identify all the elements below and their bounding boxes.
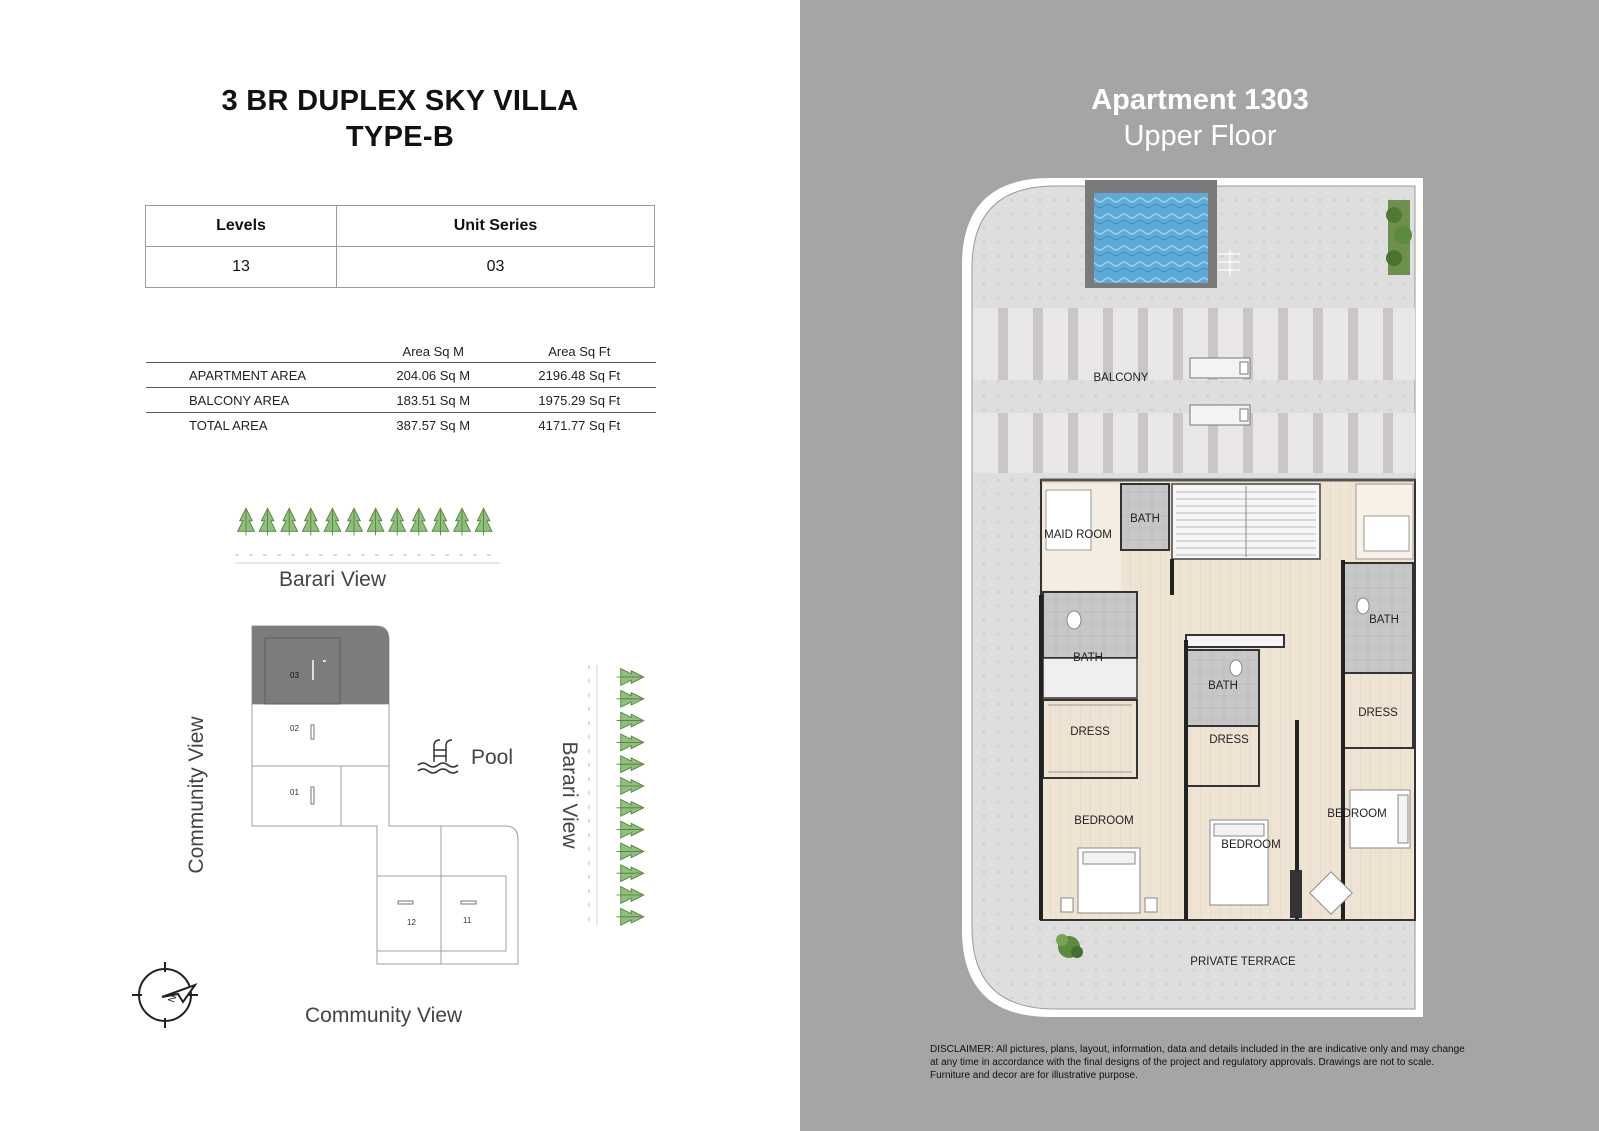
tree-icon: [617, 778, 644, 795]
apartment-subtitle: Upper Floor: [1123, 120, 1277, 152]
room-label: DRESS: [1209, 734, 1249, 746]
tree-icon: [617, 865, 644, 882]
room-label: BALCONY: [1093, 372, 1149, 384]
tree-icon: [410, 508, 427, 535]
row-label: BALCONY AREA: [146, 388, 364, 413]
tree-icon: [617, 908, 644, 925]
unit-label: 01: [290, 788, 299, 797]
area-table: [146, 340, 656, 437]
villa-type: TYPE-B: [345, 121, 455, 153]
tree-icon: [617, 712, 644, 729]
pool-water: [1094, 193, 1208, 283]
tree-column-right: [617, 669, 644, 926]
key-plan: [0, 480, 800, 1040]
tree-icon: [259, 508, 276, 535]
table-row: [146, 413, 656, 438]
apartment-title: Apartment 1303: [1091, 84, 1309, 116]
levels-value: 13: [146, 247, 337, 288]
row-label: TOTAL AREA: [189, 417, 268, 433]
table-row: [146, 363, 656, 388]
view-label-top: Barari View: [279, 568, 386, 591]
tree-icon: [617, 734, 644, 751]
floor-plan: [940, 170, 1440, 1020]
room-label: BATH: [1130, 513, 1160, 525]
tree-icon: [367, 508, 384, 535]
tree-icon: [475, 508, 492, 535]
tree-icon: [346, 508, 363, 535]
row-label: APARTMENT AREA: [146, 363, 364, 388]
unit-series-header: Unit Series: [337, 206, 655, 247]
row-sqm: 387.57 Sq M: [396, 417, 471, 433]
view-label-bottom: Community View: [305, 1004, 463, 1027]
room-label: BATH: [1208, 680, 1238, 692]
room-label: BEDROOM: [1327, 808, 1387, 820]
north-arrow-icon: [132, 962, 198, 1028]
tree-icon: [617, 669, 644, 686]
row-sqm: 204.06 Sq M: [364, 363, 503, 388]
room-label: PRIVATE TERRACE: [1190, 956, 1296, 968]
unit-label: 11: [463, 916, 472, 925]
tree-icon: [389, 508, 406, 535]
room-label: BATH: [1369, 614, 1399, 626]
info-table: [145, 205, 655, 288]
pool-icon: [418, 740, 458, 773]
room-label: BEDROOM: [1074, 815, 1134, 827]
tree-icon: [432, 508, 449, 535]
svg-text:N: N: [166, 993, 180, 1005]
tree-icon: [617, 887, 644, 904]
tree-icon: [617, 843, 644, 860]
view-label-right: Barari View: [558, 741, 581, 849]
row-sqft: 4171.77 Sq Ft: [538, 417, 621, 433]
tree-icon: [617, 799, 644, 816]
row-sqft: 2196.48 Sq Ft: [503, 363, 656, 388]
levels-header: Levels: [146, 206, 337, 247]
tree-icon: [281, 508, 298, 535]
room-label: MAID ROOM: [1044, 529, 1112, 541]
row-sqft: 1975.29 Sq Ft: [503, 388, 656, 413]
tree-icon: [324, 508, 341, 535]
unit-label: 12: [407, 918, 416, 927]
tree-icon: [302, 508, 319, 535]
tree-row-top: [238, 508, 492, 535]
tree-icon: [617, 821, 644, 838]
room-label: DRESS: [1070, 726, 1110, 738]
unit-label: 02: [290, 724, 299, 733]
area-sqft-header: Area Sq Ft: [503, 340, 656, 363]
view-label-left: Community View: [185, 716, 208, 874]
table-row: [146, 388, 656, 413]
tree-icon: [617, 756, 644, 773]
pool-label: Pool: [471, 746, 514, 769]
unit-series-value: 03: [337, 247, 655, 288]
disclaimer-text: DISCLAIMER: All pictures, plans, layout, information, data and details included in the are indicative only and may change at any time in accordance with the final designs of the project and regulatory approvals. Drawings are not to scale. Furniture and decor are for illustrative purpose.: [930, 1044, 1465, 1081]
tree-icon: [238, 508, 255, 535]
room-label: BEDROOM: [1221, 839, 1281, 851]
unit-label: 03: [290, 671, 299, 680]
area-sqm-header: Area Sq M: [364, 340, 503, 363]
room-label: DRESS: [1358, 707, 1398, 719]
room-label: BATH: [1073, 652, 1103, 664]
tree-icon: [454, 508, 471, 535]
tree-icon: [617, 690, 644, 707]
villa-title: 3 BR DUPLEX SKY VILLA: [221, 85, 579, 117]
row-sqm: 183.51 Sq M: [364, 388, 503, 413]
